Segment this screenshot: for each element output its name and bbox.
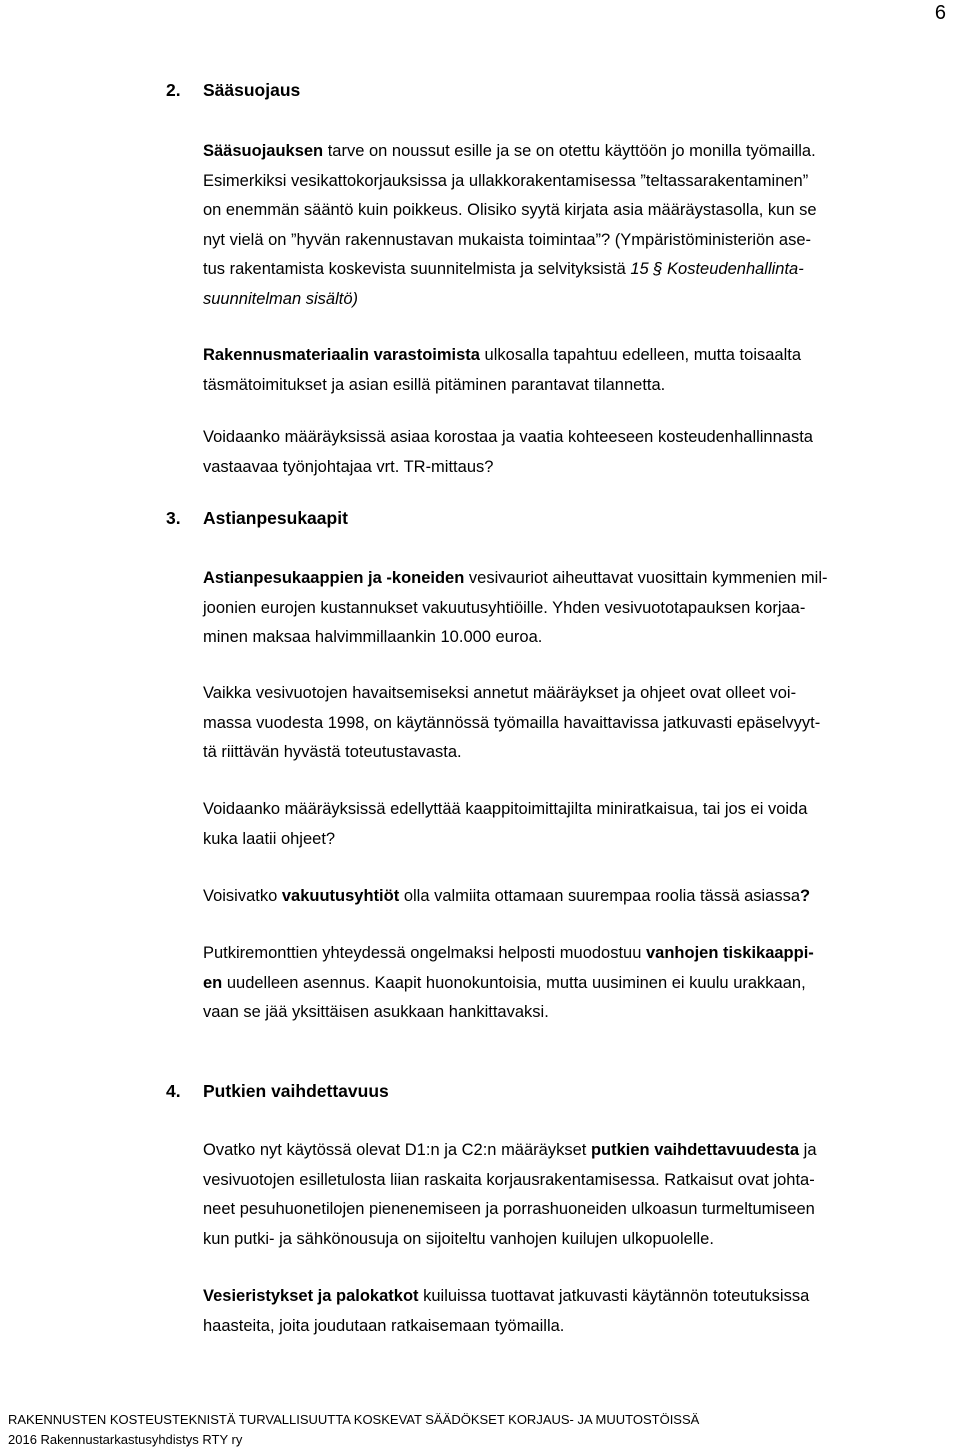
section-2-heading — [166, 80, 300, 101]
text-line — [203, 255, 943, 285]
paragraph — [203, 882, 943, 912]
line-text: neet pesuhuonetilojen pienenemiseen ja porrashuoneiden ulkoasun turmeltumiseen — [203, 1200, 815, 1219]
line-text: Vaikka vesivuotojen havaitsemiseksi annetut määräykset ja ohjeet ovat olleet voi- — [203, 684, 797, 702]
bold-term: vanhojen tiskikaappi- — [646, 944, 814, 962]
paragraph — [203, 1136, 943, 1254]
line-text: Putkiremonttien yhteydessä ongelmaksi helposti muodostuu — [203, 944, 646, 962]
line-text: Ovatko nyt käytössä olevat D1:n ja C2:n määräykset — [203, 1141, 591, 1159]
line-text: olla valmiita ottamaan suurempaa roolia tässä asiassa — [399, 887, 801, 905]
section-title: Putkien vaihdettavuus — [203, 1081, 389, 1101]
text-line — [203, 1195, 943, 1225]
line-text: Voisivatko — [203, 887, 282, 905]
italic-reference: 15 § Kosteudenhallinta- — [630, 260, 804, 279]
section-number: 2. — [166, 80, 181, 100]
paragraph — [203, 1282, 943, 1341]
bold-term: Astianpesukaappien ja -koneiden — [203, 569, 465, 587]
line-text: vesivuotojen esilletulosta liian raskaita korjausrakentamisessa. Ratkaisut ovat johta- — [203, 1170, 815, 1189]
bold-term: Rakennusmateriaalin varastoimista — [203, 346, 480, 364]
paragraph — [203, 795, 943, 854]
text-line — [203, 709, 943, 739]
text-line — [203, 423, 943, 453]
text-line — [203, 341, 943, 371]
section-title: Astianpesukaapit — [203, 508, 348, 528]
text-line — [203, 623, 943, 653]
line-text: tä riittävän hyvästä toteutustavasta. — [203, 743, 462, 762]
text-line — [203, 1136, 943, 1166]
line-text: vesivauriot aiheuttavat vuosittain kymmenien mil- — [464, 569, 828, 587]
section-title: Sääsuojaus — [203, 80, 301, 100]
line-text: joonien eurojen kustannukset vakuutusyhtiöille. Yhden vesivuototapauksen korjaa- — [203, 598, 806, 617]
line-text: ja — [799, 1141, 817, 1159]
text-line — [203, 196, 943, 226]
paragraph — [203, 423, 943, 482]
line-text: kuiluissa tuottavat jatkuvasti käytännön toteutuksissa — [418, 1287, 810, 1305]
text-line — [203, 1312, 943, 1342]
bold-term: vakuutusyhtiöt — [281, 887, 400, 905]
line-text: tarve on noussut esille ja se on otettu käyttöön jo monilla työmailla. — [323, 142, 816, 160]
line-text: ulkosalla tapahtuu edelleen, mutta toisaalta — [479, 346, 802, 364]
text-line — [203, 738, 943, 768]
line-text: Esimerkiksi vesikattokorjauksissa ja ullakkorakentamisessa ”teltassarakentaminen” — [203, 171, 809, 190]
text-line — [203, 167, 943, 197]
bold-term: ? — [800, 887, 811, 905]
page-footer — [8, 1410, 699, 1449]
line-text: haasteita, joita joudutaan ratkaisemaan työmailla. — [203, 1316, 565, 1335]
text-line — [203, 795, 943, 825]
text-line — [203, 1225, 943, 1255]
section-number: 3. — [166, 508, 181, 528]
line-text: uudelleen asennus. Kaapit huonokuntoisia, mutta uusiminen ei kuulu urakkaan, — [222, 973, 806, 992]
line-text: Voidaanko määräyksissä edellyttää kaappitoimittajilta miniratkaisua, tai jos ei voida — [203, 800, 808, 818]
bold-term: en — [203, 973, 223, 992]
footer-title: RAKENNUSTEN KOSTEUSTEKNISTÄ TURVALLISUUTTA KOSKEVAT SÄÄDÖKSET KORJAUS- JA MUUTOSTÖISSÄ — [8, 1412, 700, 1427]
paragraph — [203, 679, 943, 768]
bold-term: Sääsuojauksen — [203, 142, 324, 160]
paragraph — [203, 137, 943, 315]
text-line — [203, 226, 943, 256]
text-line — [203, 1282, 943, 1312]
paragraph — [203, 341, 943, 400]
paragraph — [203, 564, 943, 653]
text-line — [203, 1166, 943, 1196]
paragraph — [203, 939, 943, 1028]
text-line — [203, 969, 943, 999]
section-4-heading — [166, 1081, 389, 1102]
section-number: 4. — [166, 1081, 181, 1101]
line-text: nyt vielä on ”hyvän rakennustavan mukaista toimintaa”? (Ympäristöministeriön ase- — [203, 230, 812, 249]
line-text: Voidaanko määräyksissä asiaa korostaa ja vaatia kohteeseen kosteudenhallinnasta — [203, 428, 813, 446]
footer-copyright: 2016 Rakennustarkastusyhdistys RTY ry — [8, 1431, 243, 1447]
bold-term: Vesieristykset ja palokatkot — [203, 1287, 419, 1305]
line-text: massa vuodesta 1998, on käytännössä työmailla havaittavissa jatkuvasti epäselvyyt- — [203, 713, 821, 732]
line-text: minen maksaa halvimmillaankin 10.000 euroa. — [203, 628, 543, 647]
line-text: tus rakentamista koskevista suunnitelmista ja selvityksistä — [203, 260, 631, 279]
section-3-heading — [166, 508, 348, 529]
text-line — [203, 679, 943, 709]
text-line — [203, 371, 943, 401]
line-text: vaan se jää yksittäisen asukkaan hankittavaksi. — [203, 1003, 549, 1022]
line-text: on enemmän sääntö kuin poikkeus. Olisiko syytä kirjata asia määräystasolla, kun se — [203, 201, 817, 220]
text-line — [203, 594, 943, 624]
text-line — [203, 998, 943, 1028]
line-text: kun putki- ja sähkönousuja on sijoiteltu vanhojen kuilujen ulkopuolelle. — [203, 1229, 714, 1248]
text-line — [203, 882, 943, 912]
text-line — [203, 453, 943, 483]
line-text: kuka laatii ohjeet? — [203, 829, 336, 848]
bold-term: putkien vaihdettavuudesta — [590, 1141, 800, 1159]
text-line — [203, 825, 943, 855]
italic-reference: suunnitelman sisältö) — [203, 289, 358, 308]
page-number: 6 — [934, 2, 946, 24]
text-line — [203, 137, 943, 167]
line-text: vastaavaa työnjohtajaa vrt. TR-mittaus? — [203, 457, 494, 476]
text-line — [203, 939, 943, 969]
text-line — [203, 285, 943, 315]
text-line — [203, 564, 943, 594]
line-text: täsmätoimitukset ja asian esillä pitäminen parantavat tilannetta. — [203, 375, 666, 394]
